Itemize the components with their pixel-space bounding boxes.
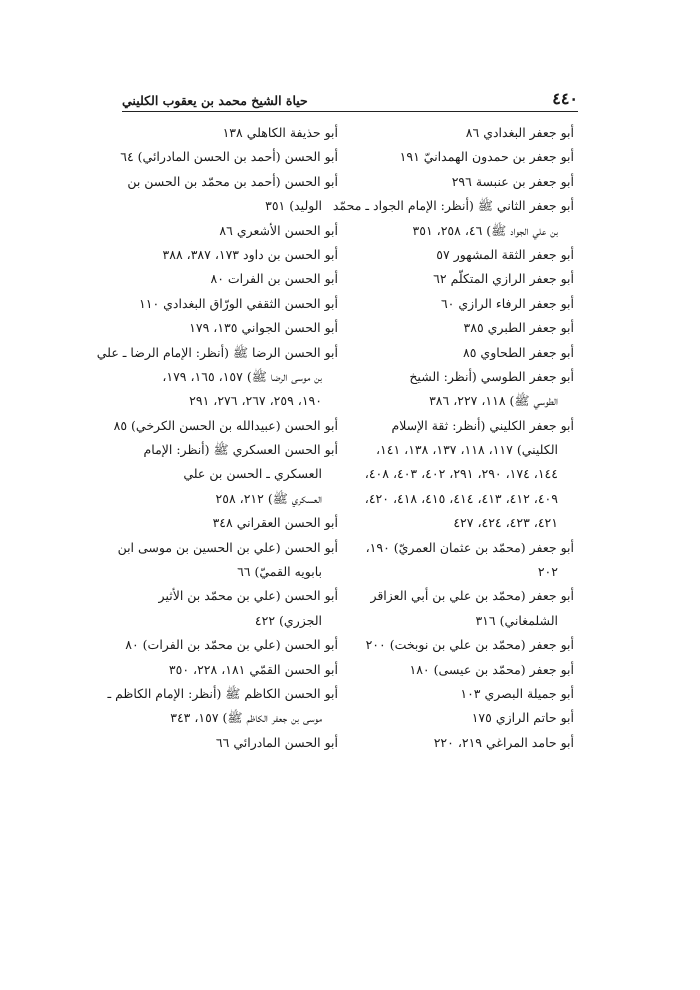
- index-entry-line: أبو جعفر (محمّد بن علي بن نوبخت) ٢٠٠: [365, 637, 574, 653]
- index-entry-line: أبو الحسن العسكري ﷺ (أنظر: الإمام: [143, 442, 338, 458]
- index-entry-line: أبو حامد المراغي ٢١٩، ٢٢٠: [433, 734, 574, 750]
- index-entry-line: أبو جعفر الثاني ﷺ (أنظر: الإمام الجواد ـ محمّد: [332, 198, 574, 214]
- index-entry-line: الشلمغاني) ٣١٦: [475, 612, 558, 628]
- index-entry-line: ٢٠٢: [537, 564, 558, 580]
- index-entry-line: أبو الحسن الرضا ﷺ (أنظر: الإمام الرضا ـ علي: [96, 344, 338, 360]
- index-column-right: [332, 121, 574, 755]
- index-entry-line: أبو جعفر الطحاوي ٨٥: [463, 344, 574, 360]
- index-entry-line: أبو جعفر الرفاء الرازي ٦٠: [440, 295, 574, 311]
- index-entry-line: بابويه القميّ) ٦٦: [237, 564, 322, 580]
- index-entry-line: أبو جعفر البغدادي ٨٦: [465, 125, 574, 140]
- index-entry-line: ١٩٠، ٢٥٩، ٢٦٧، ٢٧٦، ٢٩١: [189, 393, 322, 409]
- index-entry-line: أبو جعفر الثقة المشهور ٥٧: [436, 246, 574, 262]
- index-entry-line: ٤٢١، ٤٢٣، ٤٢٤، ٤٢٧: [453, 515, 558, 531]
- index-entry-line: أبو جعفر الكليني (أنظر: ثقة الإسلام: [391, 417, 574, 433]
- index-entry-line: أبو جعفر بن حمدون الهمدانيّ ١٩١: [399, 149, 574, 165]
- index-entry-line: أبو حاتم الرازي ١٧٥: [471, 710, 574, 726]
- index-entry-line: ٤٠٩، ٤١٢، ٤١٣، ٤١٤، ٤١٥، ٤١٨، ٤٢٠،: [364, 490, 558, 506]
- index-entry-line: أبو جميلة البصري ١٠٣: [460, 685, 574, 701]
- index-entry-line: أبو الحسن بن داود ١٧٣، ٣٨٧، ٣٨٨: [162, 246, 338, 262]
- index-entry-line: أبو جعفر (محمّد بن علي بن أبي العزاقر: [370, 588, 574, 604]
- index-entry-line: أبو جعفر الرازي المتكلّم ٦٢: [433, 271, 574, 287]
- index-entry-line: أبو الحسن الجواني ١٣٥، ١٧٩: [189, 320, 338, 336]
- index-entry-line: أبو جعفر (محمّد بن عيسى) ١٨٠: [409, 661, 574, 677]
- index-entry-line: موسى بن جعفر الكاظم ﷺ) ١٥٧، ٣٤٣: [170, 710, 322, 726]
- index-entry-line: أبو الحسن الكاظم ﷺ (أنظر: الإمام الكاظم ـ: [107, 685, 338, 701]
- index-entry-line: الجزري) ٤٢٢: [254, 612, 322, 628]
- index-column-left: [96, 121, 338, 755]
- index-entry-line: أبو الحسن العقراني ٣٤٨: [212, 515, 338, 531]
- index-entry-line: أبو جعفر الطوسي (أنظر: الشيخ: [409, 368, 574, 384]
- index-entry-line: أبو الحسن بن الفرات ٨٠: [210, 271, 338, 287]
- index-entry-line: أبو الحسن (علي بن محمّد بن الفرات) ٨٠: [125, 637, 338, 653]
- index-entry-line: أبو الحسن (أحمد بن محمّد بن الحسن بن: [127, 173, 338, 189]
- index-entry-line: أبو الحسن (أحمد بن الحسن المادرائي) ٦٤: [120, 149, 338, 165]
- index-entry-line: العسكري ـ الحسن بن علي: [183, 466, 322, 482]
- index-entry-line: أبو جعفر (محمّد بن عثمان العمريّ) ١٩٠،: [365, 539, 574, 555]
- index-entry-line: ١٤٤، ١٧٤، ٢٩٠، ٢٩١، ٤٠٢، ٤٠٣، ٤٠٨،: [364, 466, 558, 482]
- index-entry-line: أبو جعفر بن عنبسة ٢٩٦: [451, 173, 574, 189]
- index-entry-line: أبو جعفر الطبري ٣٨٥: [463, 320, 574, 336]
- header-rule: [122, 111, 578, 112]
- index-entry-line: أبو حذيفة الكاهلي ١٣٨: [222, 125, 338, 140]
- index-entry-line: أبو الحسن (علي بن محمّد بن الأثير: [158, 588, 338, 604]
- index-entry-line: أبو الحسن القمّي ١٨١، ٢٢٨، ٣٥٠: [168, 661, 338, 677]
- index-entry-line: الطوسي ﷺ) ١١٨، ٢٢٧، ٣٨٦: [429, 393, 558, 409]
- page-number: ٤٤٠: [552, 89, 578, 108]
- running-title: حياة الشيخ محمد بن يعقوب الكليني: [122, 93, 308, 108]
- index-entry-line: أبو الحسن الثقفي الورّاق البغدادي ١١٠: [139, 295, 338, 311]
- index-entry-line: أبو الحسن (عبيدالله بن الحسن الكرخي) ٨٥: [113, 417, 338, 433]
- index-entry-line: الكليني) ١١٧، ١١٨، ١٣٧، ١٣٨، ١٤١،: [375, 442, 558, 458]
- index-entry-line: أبو الحسن الأشعري ٨٦: [219, 222, 338, 238]
- index-entry-line: بن علي الجواد ﷺ) ٤٦، ٢٥٨، ٣٥١: [412, 222, 558, 238]
- index-entry-line: بن موسى الرضا ﷺ) ١٥٧، ١٦٥، ١٧٩،: [162, 368, 322, 384]
- index-entry-line: العسكري ﷺ) ٢١٢، ٢٥٨: [215, 490, 322, 506]
- index-entry-line: أبو الحسن (علي بن الحسين بن موسى ابن: [117, 539, 338, 555]
- index-entry-line: الوليد) ٣٥١: [265, 198, 322, 214]
- index-entry-line: أبو الحسن المادرائي ٦٦: [215, 734, 338, 750]
- running-header: [122, 84, 578, 108]
